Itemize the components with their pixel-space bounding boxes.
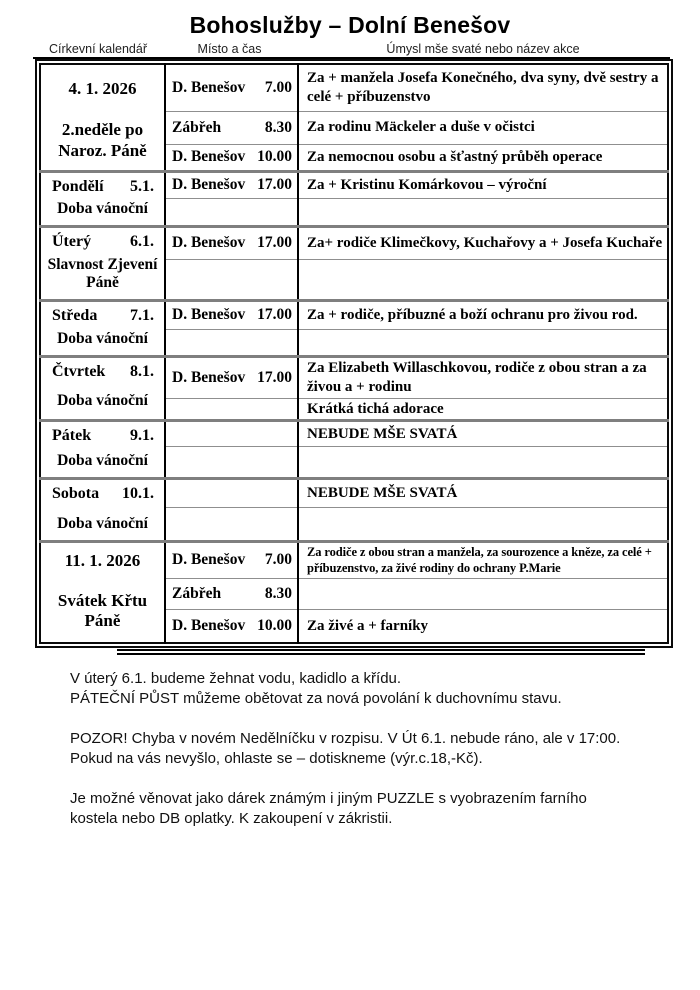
place-time-cell [165, 111, 298, 144]
day-cell [40, 64, 165, 171]
day-date: 5.1. [130, 177, 154, 195]
place-time-cell [165, 171, 298, 198]
note-line: Pokud na vás nevyšlo, ohlaste se – dotiskneme (výr.c.18,-Kč). [70, 750, 483, 768]
intention-cell: NEBUDE MŠE SVATÁ [298, 420, 668, 446]
day-date: 9.1. [130, 426, 154, 444]
day-date: 8.1. [130, 362, 154, 380]
day-line [41, 358, 164, 381]
place-label: Zábřeh [172, 584, 222, 602]
intention-cell [298, 259, 668, 300]
day-feast: Doba vánoční [57, 391, 148, 409]
day-cell [40, 226, 165, 300]
day-name: Čtvrtek [52, 362, 106, 380]
day-cell-inner [41, 173, 164, 225]
intention-cell: Za Elizabeth Willaschkovou, rodiče z obou stran a za živou a + rodinu [298, 356, 668, 398]
place-time-cell [165, 478, 298, 507]
day-name: Středa [52, 306, 98, 324]
place-label: D. Benešov [172, 78, 246, 96]
table-row [40, 356, 668, 398]
note-paragraph [70, 729, 660, 769]
time-label: 7.00 [264, 78, 292, 96]
place-label: D. Benešov [172, 176, 246, 193]
note-line: kostela nebo DB oplatky. K zakoupení v zákristii. [70, 810, 393, 828]
day-cell-inner [41, 543, 164, 642]
place-time [166, 585, 297, 603]
place-label: D. Benešov [172, 368, 246, 386]
place-time [166, 176, 297, 194]
table-row [40, 478, 668, 507]
column-header-intention: Úmysl mše svaté nebo název akce [386, 42, 580, 56]
intention-cell: Za + Kristinu Komárkovou – výroční [298, 171, 668, 198]
note-line: PÁTEČNÍ PŮST můžeme obětovat za nová povolání k duchovnímu stavu. [70, 690, 562, 708]
place-time-cell [165, 259, 298, 300]
day-cell-inner [41, 65, 164, 169]
day-cell-inner [41, 358, 164, 417]
place-label: D. Benešov [172, 148, 246, 165]
place-time-cell [165, 356, 298, 398]
day-name: Pátek [52, 426, 92, 444]
day-line [41, 480, 164, 503]
day-cell [40, 356, 165, 420]
place-time-cell [165, 198, 298, 226]
place-time [166, 306, 297, 324]
day-date: 10.1. [122, 484, 154, 502]
day-line [41, 422, 164, 445]
place-time-cell [165, 609, 298, 643]
notes [70, 669, 660, 829]
day-feast: 2.neděle po Naroz. Páně [58, 120, 147, 160]
place-time [166, 234, 297, 252]
table-row [40, 420, 668, 446]
intention-cell: Krátká tichá adorace [298, 398, 668, 420]
day-feast: Doba vánoční [57, 199, 148, 217]
day-cell-inner [41, 422, 164, 477]
intention-cell [298, 329, 668, 356]
place-time-cell [165, 329, 298, 356]
time-label: 17.00 [257, 234, 292, 251]
schedule-table-inner [39, 63, 669, 644]
schedule-table [35, 59, 673, 648]
place-time [166, 551, 297, 569]
column-headers [33, 42, 670, 59]
intention-cell [298, 578, 668, 609]
decorative-double-line [117, 649, 645, 655]
time-label: 10.00 [257, 148, 292, 165]
place-time-cell [165, 144, 298, 171]
place-time-cell [165, 420, 298, 446]
day-line [41, 173, 164, 196]
day-feast: Svátek Křtu Páně [57, 590, 148, 630]
day-cell-inner [41, 302, 164, 355]
day-name: Úterý [52, 232, 92, 250]
place-time [166, 148, 297, 166]
day-cell [40, 300, 165, 356]
place-time [166, 79, 297, 97]
day-feast: Doba vánoční [57, 329, 148, 347]
day-date: 11. 1. 2026 [64, 551, 141, 571]
time-label: 8.30 [264, 584, 292, 602]
note-paragraph [70, 789, 660, 829]
place-time [166, 617, 297, 635]
place-time-cell [165, 300, 298, 329]
place-label: D. Benešov [172, 617, 246, 635]
schedule-table-body [40, 64, 668, 643]
day-line [41, 228, 164, 251]
day-cell-inner [41, 480, 164, 540]
note-line: Je možné věnovat jako dárek známým i jiným PUZZLE s vyobrazením farního [70, 790, 587, 808]
day-date: 4. 1. 2026 [68, 78, 137, 98]
day-name: Pondělí [52, 177, 104, 195]
time-label: 10.00 [257, 617, 292, 635]
place-time-cell [165, 507, 298, 541]
time-label: 17.00 [257, 176, 292, 193]
day-name: Sobota [52, 484, 100, 502]
table-row [40, 226, 668, 259]
time-label: 8.30 [264, 118, 292, 136]
intention-cell: Za + rodiče, příbuzné a boží ochranu pro živou rod. [298, 300, 668, 329]
place-label: D. Benešov [172, 551, 246, 569]
column-header-place-time: Místo a čas [197, 42, 262, 56]
feast-wrap [41, 580, 164, 642]
feast-wrap [41, 112, 164, 169]
day-date: 7.1. [130, 306, 154, 324]
note-line: V úterý 6.1. budeme žehnat vodu, kadidlo a křídu. [70, 670, 402, 688]
place-time-cell [165, 578, 298, 609]
day-cell [40, 541, 165, 643]
place-time-cell [165, 64, 298, 111]
day-cell [40, 171, 165, 226]
intention-cell [298, 446, 668, 478]
page-title: Bohoslužby – Dolní Benešov [189, 12, 511, 38]
intention-cell: Za + manžela Josefa Konečného, dva syny, dvě sestry a celé + příbuzenstvo [298, 64, 668, 111]
table-row [40, 541, 668, 578]
place-time-cell [165, 226, 298, 259]
intention-cell: NEBUDE MŠE SVATÁ [298, 478, 668, 507]
day-feast: Slavnost Zjevení Páně [47, 255, 158, 291]
day-cell [40, 478, 165, 541]
place-label: D. Benešov [172, 306, 246, 323]
time-label: 17.00 [257, 368, 292, 386]
place-time [166, 369, 297, 387]
intention-cell [298, 507, 668, 541]
place-time-cell [165, 446, 298, 478]
day-cell [40, 420, 165, 478]
intention-cell [298, 198, 668, 226]
time-label: 7.00 [264, 551, 292, 569]
place-time-cell [165, 541, 298, 578]
intention-cell: Za nemocnou osobu a šťastný průběh operace [298, 144, 668, 171]
table-row [40, 171, 668, 198]
place-label: Zábřeh [172, 118, 222, 136]
note-paragraph [70, 669, 660, 709]
table-row [40, 300, 668, 329]
intention-cell: Za rodinu Mäckeler a duše v očistci [298, 111, 668, 144]
place-label: D. Benešov [172, 234, 246, 251]
intention-cell: Za živé a + farníky [298, 609, 668, 643]
note-line: POZOR! Chyba v novém Nedělníčku v rozpisu. V Út 6.1. nebude ráno, ale v 17:00. [70, 730, 621, 748]
day-feast: Doba vánoční [57, 451, 148, 469]
day-feast: Doba vánoční [57, 514, 148, 532]
day-line [41, 302, 164, 325]
day-date: 6.1. [130, 232, 154, 250]
intention-cell: Za rodiče z obou stran a manžela, za sourozence a kněze, za celé + příbuzenstvo, za živé rodiny do ochrany P.Marie [298, 541, 668, 578]
place-time [166, 119, 297, 137]
column-header-calendar: Církevní kalendář [49, 42, 147, 56]
day-cell-inner [41, 228, 164, 299]
table-row [40, 64, 668, 111]
intention-cell: Za+ rodiče Klimečkovy, Kuchařovy a + Josefa Kuchaře [298, 226, 668, 259]
time-label: 17.00 [257, 306, 292, 323]
place-time-cell [165, 398, 298, 420]
